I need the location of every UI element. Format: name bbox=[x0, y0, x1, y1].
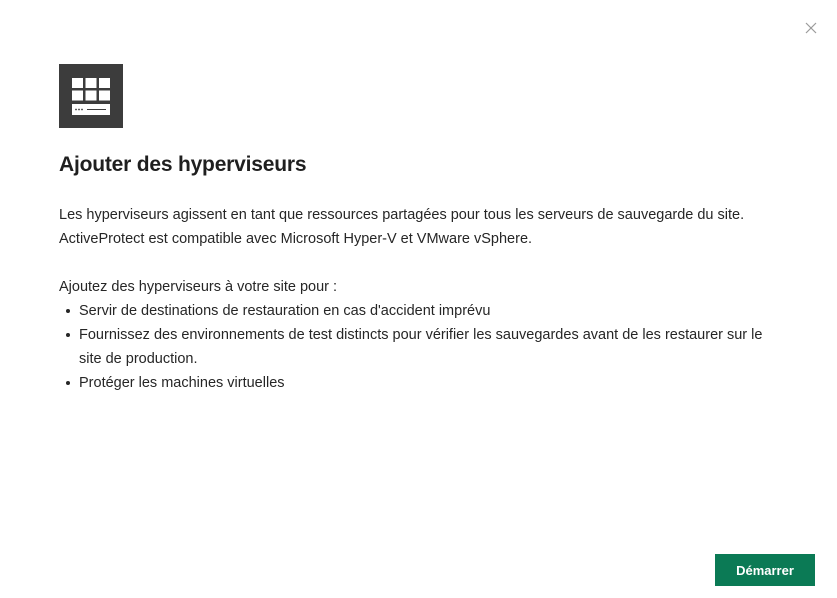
benefits-list bbox=[59, 299, 789, 395]
dialog-title: Ajouter des hyperviseurs bbox=[59, 153, 307, 176]
start-button[interactable]: Démarrer bbox=[715, 554, 815, 586]
intro-paragraph bbox=[59, 203, 789, 251]
list-item: Servir de destinations de restauration en cas d'accident imprévu bbox=[79, 299, 789, 323]
intro-line-2: ActiveProtect est compatible avec Microsoft Hyper-V et VMware vSphere. bbox=[59, 231, 533, 247]
list-item: Protéger les machines virtuelles bbox=[79, 371, 789, 395]
close-icon[interactable] bbox=[803, 20, 819, 36]
hypervisor-grid-icon bbox=[59, 64, 123, 128]
benefits-intro: Ajoutez des hyperviseurs à votre site pour : bbox=[59, 279, 338, 295]
dialog-content bbox=[59, 203, 789, 395]
intro-line-1: Les hyperviseurs agissent en tant que ressources partagées pour tous les serveurs de sauvegarde du site. bbox=[59, 207, 745, 223]
list-item: Fournissez des environnements de test distincts pour vérifier les sauvegardes avant de les restaurer sur le site de production. bbox=[79, 323, 789, 371]
